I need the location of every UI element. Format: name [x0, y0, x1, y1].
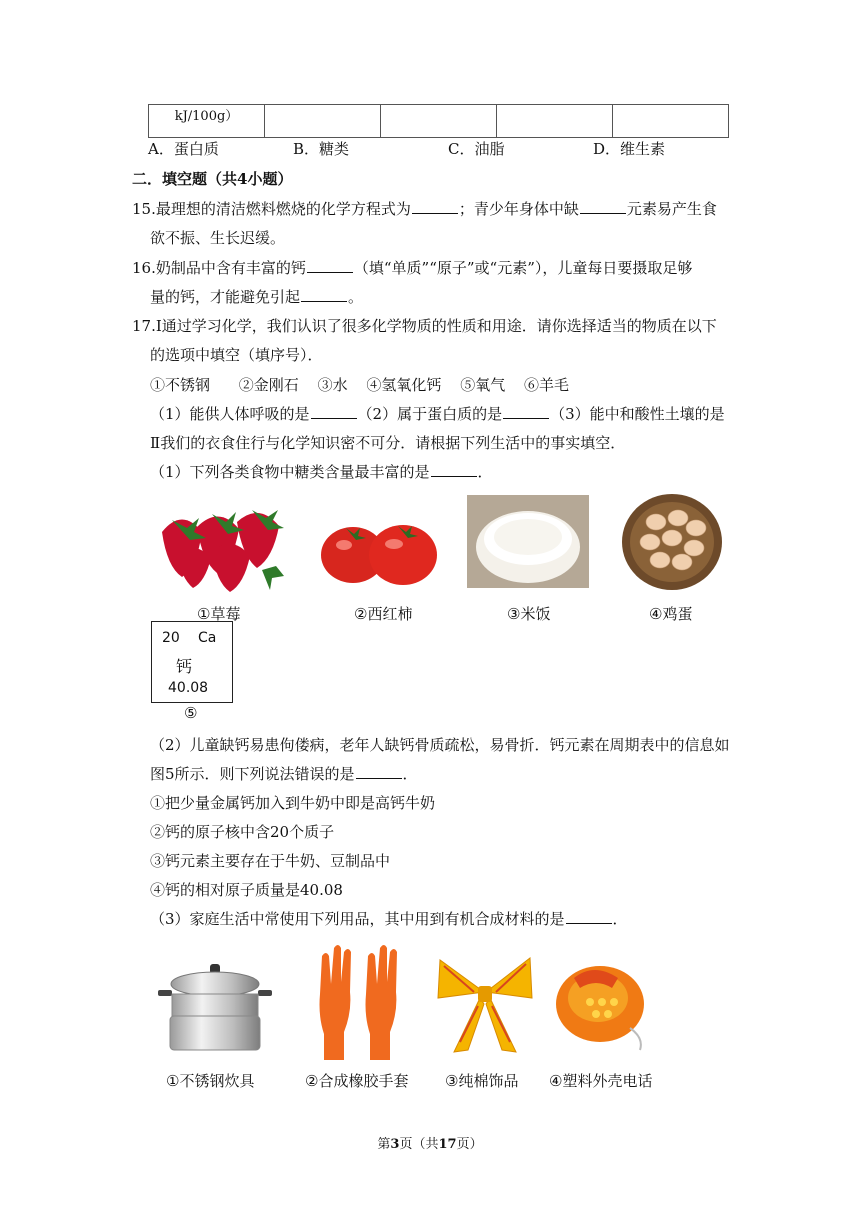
strawberry-image [152, 492, 302, 592]
rice-image [467, 495, 589, 588]
total-pages: 17 [438, 1137, 457, 1152]
table-cell [265, 105, 381, 138]
table-cell: kJ/100g） [149, 105, 265, 138]
plastic-phone-image [550, 958, 660, 1054]
steel-pot-image [152, 960, 278, 1056]
nutrition-table [148, 104, 729, 138]
q17-line1: 17.Ⅰ通过学习化学，我们认识了很多化学物质的性质和用途．请你选择适当的物质在以下 [132, 317, 717, 335]
cotton-bow-image [434, 952, 536, 1056]
option-a: A．蛋白质 [148, 140, 219, 158]
caption-cotton-item: ③纯棉饰品 [445, 1072, 519, 1090]
q17-p2-q2-line1: （2）儿童缺钙易患佝偻病，老年人缺钙骨质疏松，易骨折．钙元素在周期表中的信息如 [150, 736, 730, 754]
egg-basket-image [620, 492, 724, 592]
atomic-number: 20 [162, 630, 180, 646]
caption-tomato: ②西红柿 [354, 605, 413, 623]
q17-p2-q3: （3）家庭生活中常使用下列用品，其中用到有机合成材料的是 ． [150, 910, 628, 928]
answer-blank[interactable] [301, 287, 347, 302]
atomic-mass: 40.08 [168, 680, 209, 696]
q17-part2: Ⅱ我们的衣食住行与化学知识密不可分．请根据下列生活中的事实填空． [150, 434, 626, 452]
q17-line2: 的选项中填空（填序号）． [150, 346, 323, 364]
page-footer: 第3页（共17页） [377, 1137, 483, 1152]
table-cell [497, 105, 613, 138]
caption-rubber-gloves: ②合成橡胶手套 [305, 1072, 409, 1090]
q17-p2-q2-line2: 图5所示．则下列说法错误的是 ． [150, 765, 418, 783]
statement: ③钙元素主要存在于牛奶、豆制品中 [150, 852, 391, 870]
q16-line2: 量的钙，才能避免引起 。 [150, 288, 364, 306]
table-cell [381, 105, 497, 138]
answer-blank[interactable] [412, 199, 458, 214]
q15-line1: 15.最理想的清洁燃料燃烧的化学方程式为 ；青少年身体中缺 元素易产生食 [132, 200, 717, 218]
statement: ①把少量金属钙加入到牛奶中即是高钙牛奶 [150, 794, 436, 812]
caption-element: ⑤ [184, 704, 198, 722]
choice: ⑥羊毛 [523, 376, 569, 394]
choice: ⑤氧气 [460, 376, 506, 394]
section-title: 二．填空题（共4小题） [132, 170, 293, 188]
choice: ①不锈钢 [150, 376, 211, 394]
option-c: C．油脂 [448, 140, 505, 158]
q15-line2: 欲不振、生长迟缓。 [150, 229, 286, 247]
rubber-gloves-image [314, 944, 410, 1060]
caption-strawberry: ①草莓 [197, 605, 241, 623]
q17-sub-questions: （1）能供人体呼吸的是 （2）属于蛋白质的是 （3）能中和酸性土壤的是 [150, 405, 725, 423]
table-cell [613, 105, 729, 138]
answer-blank[interactable] [580, 199, 626, 214]
calcium-element-card [151, 621, 233, 703]
choice: ②金刚石 [238, 376, 299, 394]
element-symbol: Ca [198, 630, 217, 646]
page-number: 3 [390, 1137, 400, 1152]
answer-blank[interactable] [566, 909, 612, 924]
choice: ③水 [317, 376, 348, 394]
statement: ②钙的原子核中含20个质子 [150, 823, 335, 841]
caption-rice: ③米饭 [507, 605, 551, 623]
tomato-image [318, 510, 438, 590]
statement: ④钙的相对原子质量是40.08 [150, 881, 343, 899]
caption-plastic-phone: ④塑料外壳电话 [549, 1072, 653, 1090]
q17-option-list [150, 375, 569, 395]
answer-blank[interactable] [311, 404, 357, 419]
option-b: B．糖类 [293, 140, 350, 158]
caption-steel-cookware: ①不锈钢炊具 [166, 1072, 255, 1090]
answer-blank[interactable] [503, 404, 549, 419]
answer-blank[interactable] [356, 764, 402, 779]
caption-egg: ④鸡蛋 [649, 605, 693, 623]
answer-blank[interactable] [431, 462, 477, 477]
q16-line1: 16.奶制品中含有丰富的钙 （填“单质”“原子”或“元素”），儿童每日要摄取足够 [132, 259, 693, 277]
answer-blank[interactable] [307, 258, 353, 273]
q17-p2-q1: （1）下列各类食物中糖类含量最丰富的是 ． [150, 463, 493, 481]
option-d: D．维生素 [593, 140, 666, 158]
element-name: 钙 [176, 657, 193, 676]
choice: ④氢氧化钙 [366, 376, 442, 394]
